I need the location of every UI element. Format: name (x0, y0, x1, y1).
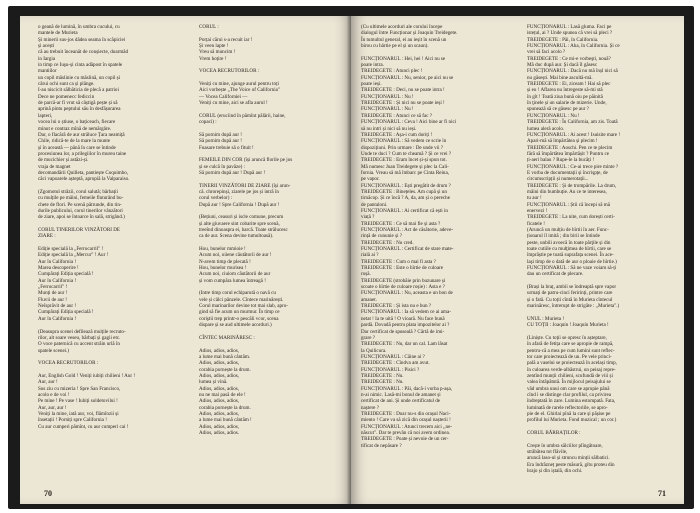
text-line: ca de aur. Scena devine tumultoasă). (199, 233, 274, 240)
text-line: FUNCȚIONARUL : Ce-ai trece pire minte ? (527, 163, 619, 170)
text-line: decomandării Quilleta, pantiește Coquimbo, (38, 169, 129, 176)
text-line: (Cu ultimele acorduri ale corului începe (361, 24, 443, 30)
text-line: rială ai ? (361, 252, 379, 259)
text-line: netat ! Ia te uită ! O vioară. Nu face bună (361, 315, 445, 322)
text-line: Neîsprăvit de aur ! (38, 303, 77, 310)
text-line: Adios, adios, adios, (199, 347, 240, 354)
text-line: CORUL (eruciind în pămînt pălării, haine, (199, 112, 286, 119)
right-page-column-1 (361, 24, 521, 449)
text-line: în ţinele și un salarie de mizerie. Unde, (527, 100, 607, 107)
text-line: CÎNTEC MARINĂRESC : (199, 334, 255, 341)
text-line: chete de flori. Pe scenă pătrunde, din tin- (38, 201, 122, 208)
text-line: cînd i se distinge clar profilul, ca privirea (527, 391, 612, 398)
text-line: copaci) : (199, 119, 217, 126)
text-line: în afară de fetița care se apropie de rampă, (527, 341, 614, 348)
left-page-column-1 (38, 24, 188, 430)
text-line: fără să împărtătea împărtășit ? Puntru ce (527, 150, 610, 157)
text-line: rință de cununie și ? (361, 233, 403, 240)
text-line: TREIDEGETE : Poate și nevoie de un cer- (361, 436, 449, 443)
text-line: Adios, adios, adios, (199, 423, 240, 430)
text-line: Cumpărați Ediția specială ! (38, 309, 94, 316)
text-line: VOCEA RECRUTORILOR : (38, 360, 99, 367)
text-line: nu găsești. Mai bine ascultă-mă. (527, 74, 593, 81)
text-line: lapteri, (38, 112, 53, 119)
text-line: (Aruncă un mulțiu de hîrtii în aer. Func- (527, 227, 609, 233)
text-line: Dece ne pomenecc fediccin (38, 93, 95, 100)
text-line: scoate o hîrtie de culoare roșie) : Asta e ? (361, 284, 445, 291)
text-line: FUNCȚIONARUL : Dacă nu mă înșl nici să (527, 68, 618, 75)
text-line: enervezi ! (527, 207, 548, 214)
text-line: mâini din bumbuție. Au ce te interesea, (527, 188, 607, 195)
text-line: TREIDEGETE : Deci, nu se poate intra ! (361, 87, 445, 94)
text-line: TREIDEGETE : Și de trompările. La drum, (527, 182, 617, 189)
text-line: fornia. Vreau să mă îmbarc pe Cinta Reina, (361, 169, 450, 176)
text-line: TREIDEGETE : Ei, ziceam ! Hai să plec (527, 81, 611, 88)
text-line: TREIDEGETE : Este o hîrtie de culoare (361, 265, 444, 272)
text-line: un copil măslinie cu măslină, un copil și (38, 74, 121, 81)
text-line: a lume mai bună cântăm ! (199, 417, 252, 424)
text-line: și acești (38, 43, 55, 50)
text-line: Dar, o flacără de aur străluce Țara neamiță (38, 131, 125, 138)
text-line: pentru-că a mea pe cum lumini sunt reflec- (527, 347, 615, 354)
text-line: Pe mine ! Pe vase ! Iubiți soldetovilui ! (38, 398, 118, 405)
text-line: durile publicului, corul tinerilor vânzători (38, 207, 123, 214)
text-line: treeînd dinoaspra ei, barcă. Toate strălucesc (199, 227, 288, 233)
text-line: dispare și se aud ultimele acorduri.) (199, 322, 272, 329)
text-line: să nu intri și nici să nu ieși. (361, 125, 417, 132)
text-line: la Quilicura. (361, 347, 387, 354)
text-line: TREIDEGETE : La nite, cum dorești certi- (527, 214, 615, 221)
text-line: FUNCȚIONARUL : Nu, aceasta e un bon de (361, 290, 453, 297)
text-line: Munți de aur ! (38, 290, 68, 297)
text-line: urmați de patru-cinci feririnți, printre care (527, 290, 613, 297)
text-line: vocea lui o știuse, o bațiceach, fiecare (38, 119, 116, 126)
text-line: mantiilor (38, 68, 57, 75)
text-line: Dar certificat de spuseală ? Cârtă de imi- (361, 328, 445, 335)
text-line: Și veen lapte ! (199, 43, 229, 50)
right-page (351, 16, 684, 504)
text-line: Sus ziu cu mizeria ! Spre San Francisco, (38, 385, 121, 392)
text-line: Aur, aur ! (38, 379, 58, 386)
text-line: Unde te duci ? Cum te cheamă ? Și ce vrei ? (361, 150, 452, 157)
text-line: Adios, adios, adios, (199, 360, 240, 367)
text-line: ționarul îl imită ; din birii se întinde (527, 233, 600, 240)
text-line: Marea descoperire ! (38, 265, 79, 272)
text-line: TREIDEGETE : Așa-i cum doriți ! (361, 131, 433, 138)
text-line: Veniți cu mine, aici se afla aurul ! (199, 100, 268, 107)
text-line: TREIDEGETE : Atunci plec ! (361, 68, 423, 75)
text-line: FUNCȚIONARUL : Hei, hei ! Aici nu se (361, 55, 446, 62)
text-line: luminată de rarele reflectoriile, se apro- (527, 404, 608, 411)
text-line: În tumultul general, ei au ieșit în scenă un (361, 36, 447, 43)
text-line: FUNCȚIONARUL : Ești pregătit de drum ? (361, 182, 451, 189)
text-line: Adios, adios, adios, (199, 372, 240, 379)
text-line: aruncă laso-ul și struncu minții sălbatici. (527, 455, 610, 462)
text-line: rilor, alt soare veseu, bărbați și gagii etc. (38, 334, 121, 341)
text-line: certificat de ani. Și unde certificatul de (361, 398, 441, 405)
text-line: istețul, ai ? Unde spunea că vrei să pleci ? (527, 30, 613, 37)
text-line: procesiunea lor, a prilegiilor în mureu taine (38, 150, 127, 157)
text-line: Acum noi, ciuiom căutătorii de aur (199, 271, 271, 278)
text-line: Chile, ridică-te de la mare la munte (38, 138, 110, 145)
text-line: FUNCȚIONARUL : Nu, senior, pe aici nu se (361, 74, 454, 81)
text-line: coriştii trep printr-o pescăli vcor, scena (199, 315, 279, 322)
text-line: îndreptată în zare. Lumina estompată. Fata, (527, 398, 616, 405)
text-line: corabia pornește la drum. (199, 366, 251, 373)
text-line: „Ferrocarril" ! (38, 284, 68, 291)
text-line: aprină pintu peptului său în desfășurarea (38, 106, 121, 113)
text-line: Porțai cărui s-a recuit iar ! (199, 36, 253, 43)
text-line: tu aur ! (527, 195, 542, 202)
text-line: pală a vaselui se proiectează în același timp, (527, 360, 617, 367)
text-line: Vrem hoțire ! (199, 55, 227, 62)
page-number-left: 70 (44, 489, 52, 498)
book-spread (8, 6, 694, 509)
text-line: Ediție specială la „Mercur" ! Aur ! (38, 252, 109, 259)
text-line: lumea aleră acolo. (527, 125, 565, 132)
text-line: TREIDEGETE : Cîndva am avut. (361, 360, 430, 367)
text-line: TREIDEGETE : Atunci ce să fac ? (361, 112, 433, 119)
text-line: Aur în California ! (38, 277, 77, 284)
text-line: amanet. (361, 296, 377, 303)
text-line: Veniți la mine, iată aur, voi, flămînzii și (38, 410, 119, 417)
text-line: Aur în California ! (38, 315, 77, 322)
text-line: dau un certificat de plecare. (527, 271, 584, 278)
text-line: CORUL : (199, 24, 219, 30)
text-line: VOCEA RECRUTORILOR : (199, 68, 260, 75)
text-line: spunează să ce găsesc pe aur ? (527, 106, 589, 113)
text-line: viață ? (361, 214, 375, 221)
text-line: TREIDEGETE (strobăie prin buzunare și (361, 277, 446, 284)
text-line: roșă. (361, 271, 371, 278)
text-line: Apari-mă să împărtătea și plecim ! (527, 138, 598, 145)
text-line: (Bețiuni, ceasuri și iscle comune, precum (199, 214, 284, 221)
text-line: și în această — până în care se întinde (38, 144, 116, 151)
text-line: Adios, adios, adios, (199, 398, 240, 405)
text-line: minut e contraz mînă de nemărgâre. (38, 125, 112, 132)
text-line: vraja de magnet (38, 163, 71, 170)
text-line: profilul lui Murieta. Fond muzical ; un cor.) (527, 417, 617, 424)
text-line: TINERII VINZĂTORI DE ZIARE (își arun- (199, 182, 291, 189)
text-line: Veniți cu mine, ajunge aurul pentru toți (199, 81, 279, 88)
text-line: lumea și vină. (199, 379, 228, 386)
text-line: cu mulțile pe mâini, femeile fluturând bu- (38, 195, 124, 202)
text-line: și vom cumpăra lumea întreagă ! (199, 277, 266, 284)
text-line: poate ieși. (361, 81, 382, 88)
text-line: văd umbra unui om care se apropie până (527, 385, 610, 392)
text-line: Fluvii de aur ! (38, 296, 68, 303)
text-line: (Zgomotul străzii, corul salută; bărbații (38, 188, 118, 195)
text-line: cărui ochi sunt ca și plânge. (38, 81, 95, 88)
text-line: poate intra. (361, 62, 384, 69)
text-line: Și minerii sus-jos dădea seama în scăpiciei (38, 36, 126, 43)
text-line: CU TOȚII : Joaquín ! Joaquín Murieta ! (527, 322, 609, 329)
text-line: dialogul între Funcționar și Joaquín Treidegete. (361, 30, 458, 37)
text-line: acolo e de voi ! (38, 391, 70, 398)
text-line: n-ai nimic. Lasă-mi bonul de amanet și (361, 391, 441, 398)
text-line: spatele scenei.) (38, 347, 70, 354)
text-line: însetații ! Porniți spre California ! (38, 417, 107, 424)
text-line: laşi timp de o dată de aur o ploaie de hîrtie.) (527, 258, 617, 265)
text-line: in timp ce Iuşu-și cinta adăpost în spatele (38, 62, 123, 69)
text-line: în culoarea verde-albăstrui, un peisaj repre- (527, 366, 616, 373)
text-line: FUNCȚIONARUL : Știi că începi să mă (527, 201, 610, 208)
text-line: Aur în California ! (38, 258, 77, 265)
text-line: Adios, adios, adios, (199, 410, 240, 417)
text-line: I-au niscicit sălbăticia de plecă a patrioi (38, 87, 119, 94)
text-line: de pantaloni. (361, 201, 388, 208)
text-line: TREIDEGETE : Nu. (361, 372, 404, 379)
text-line: o geană de lumină, în umbra cucului, cu (38, 24, 120, 30)
text-line: TREIDEGETE : Păi, în California. (527, 36, 599, 43)
text-line: a lume mai bună cântăm. (199, 353, 251, 360)
text-line: Aur, aur, aur ! (38, 404, 67, 411)
text-line: (Liniște. Cu toții se opresc în așteptare, (527, 334, 607, 341)
text-line: TREIDEGETE : Nu cred. (361, 239, 414, 246)
text-line: FUNCȚIONARUL : Ia să vedem ce ai ama- (361, 309, 451, 316)
text-line: zentînd munții chilieni, scufundă de viii și (527, 372, 613, 379)
text-line: toate cutiile cu mulţimea de hîrtii, care se (527, 246, 612, 253)
text-line: TREIDEGETE : Binețeles. Am cupă și un (361, 188, 447, 195)
text-line: TREIDEGETE : Ce să mai fie și asta ? (361, 220, 441, 227)
text-line: TREIDEGETE : În California, am zis. Toată (527, 119, 618, 126)
text-line: TREIDEGETE : Ce mi-e vorbeşti, nouă? (527, 55, 611, 62)
text-line: Hou, bunelor murisea ! (199, 265, 247, 272)
text-line: FUNCȚIONARUL : Ai acest ! Isuisite mare ! (527, 131, 621, 138)
text-line: străbătea tot flăvile, (527, 449, 568, 456)
text-line: FUNCȚIONARUL : Nu ! (361, 106, 414, 113)
text-line: Să pornim după aur ! După aur ! (199, 169, 266, 176)
text-line: FUNCȚIONARUL : Atunci trecem aici ,,ne- (361, 423, 453, 430)
text-line: — Vocea Californiei — (199, 93, 248, 100)
text-line: TREIDEGETE : Aoschi. Pen ce te plecim (527, 144, 613, 151)
text-line: pie de el. Ghirlai pînă la care și pășise pe (527, 410, 611, 417)
text-line: Cumpărați Ediția specială ! (38, 271, 94, 278)
text-line: născut". Dar te prevăn că noi avem ordinea. (361, 430, 451, 436)
text-line: Să pornim după aur ! (199, 138, 243, 145)
text-line: CORUL BĂRBAȚILOR : (527, 430, 581, 436)
text-line: dispozițiuni. Prin urmare : De unde vii ? (361, 144, 444, 151)
text-line: că au trebuit înceanăt de conșiecte, doarmăd (38, 49, 129, 56)
text-line: mantele de Murieta (38, 30, 78, 37)
text-line: FUNCȚIONARUL : Nu ! (527, 112, 580, 119)
text-line: de ziare, apoi se întoarce în sală, strigând.) (38, 214, 125, 221)
text-line: valea întâpătută. În mijlocul peisajului se (527, 379, 611, 386)
text-line: tirnăcop. Și ce încă ? A, da, am și o pereche (361, 195, 450, 202)
text-line: FUNCȚIONARUL : Ai certificat că ești in (361, 207, 448, 214)
text-line: și o fată. Cu toții cîntă în Murieta cîntecul (527, 296, 613, 303)
text-line: grare ? (361, 334, 375, 341)
text-line: naștere ? (361, 404, 379, 411)
text-line: Ediție specială la „Ferrocarril" ! (38, 246, 104, 253)
text-line: FUNCȚIONARUL : Aha, în California. Și ce (527, 43, 620, 50)
text-line: FUNCȚIONARUL : Nu ! (361, 93, 414, 100)
text-line: Mă duc după aur. Și dacă îl găsesc (527, 62, 598, 69)
text-line: FUNCȚIONARUL : Ceva ! Aici bine ar fi nici (361, 119, 457, 126)
text-line: TREIDEGETE : Și ista nu e bun ? (361, 303, 432, 310)
text-line: Hou, bunelor mmioie ! (199, 246, 246, 253)
text-line: FUNCȚIONARUL : Lasă gluma. Faci pe (527, 24, 612, 30)
text-line: hrajo și din iștală, din ochi. (527, 468, 583, 475)
text-line: Să pornim după aur ! (199, 131, 243, 138)
text-line: FUNCȚIONARUL : Câine ai ? (361, 353, 425, 360)
text-line: ți-aeri balau ? Rupe-le la bucăți ! (527, 157, 595, 164)
text-line: TREIDEGETE : Nu. (361, 379, 404, 386)
text-line: vele și câlci pânzele. Cîntece marinărești. (199, 296, 284, 303)
text-line: marinăresc, întrerupt de strigăte : „Murieta".) (527, 303, 620, 310)
text-line: împrăștie pe toată suprafața scenei. În ace- (527, 252, 614, 259)
text-line: (Deasupra scenei defilează mulțile recruto- (38, 328, 126, 335)
text-line: circumscripții și numerotații... (527, 176, 589, 183)
text-line: Acum noi, oiiene câutătorii de aur ! (199, 252, 272, 259)
text-line: FUNCȚIONARUL : Să ne vaze voiam să-ți (527, 265, 617, 272)
text-line: (Brași la braț, ambii se îndreaptă spre vapor (527, 284, 617, 291)
text-line: FUNCȚIONARUL : Să vedem ce scrie în (361, 138, 447, 145)
text-line: TREIDEGETE : Și nici nu se poate ieși ! (361, 100, 445, 107)
text-line: Adios, adios, adios, (199, 385, 240, 392)
text-line: in Iargia (38, 55, 56, 62)
text-line: tificat de nepăsare ? (361, 442, 402, 449)
text-line: Mă numesc Juan Treidegete și plec la Cali- (361, 163, 449, 170)
page-number-right: 71 (658, 489, 666, 498)
text-line: După aur ! Spre California ! După aur ! (199, 201, 280, 208)
text-line: FEMEILE DIN COR (își aruncă florile pe jos (199, 157, 293, 164)
left-page (20, 16, 351, 504)
text-line: UNUL : Murieta ! (527, 315, 565, 322)
text-line: ficatele ! (527, 220, 545, 227)
text-line: tor care proiectează de un. Pe vele princi- (527, 353, 612, 360)
text-line: TREIDEGETE : Cum o mai fi asta ? (361, 258, 436, 265)
text-line: de parcă-ar fi vrut să câștigă pește și să (38, 100, 118, 107)
text-line: FUNCȚIONARUL : Certificat de stare mate- (361, 246, 454, 253)
text-line: Fuasare trebuie să o fituit ! (199, 144, 254, 151)
text-line: corabia pornește la drum. (199, 404, 251, 411)
text-line: și alte giuvaere sint cobarite spre scenă, (199, 220, 280, 227)
text-line: TREIDEGETE : Eram încet și-și spun tot. (361, 157, 447, 164)
text-line: ZIARE : (38, 233, 56, 240)
text-line: CORUL TINERILOR VINZĂTORI DE (38, 227, 121, 233)
text-line: gind să fie acum un murmur. În timp ce (199, 309, 280, 316)
text-line: TREIDEGETE : Doar nu-s din orașul Naci- (361, 410, 451, 417)
text-line: vrei să faci acolo ? (527, 49, 566, 56)
text-line: și se culcă în pavăze) : (199, 163, 245, 170)
text-line: Aur, English Gold ! Veniți iubiți chilieni ! Aur ! (38, 372, 136, 379)
text-line: Crește în umbra sălciilor plîngătoare, (527, 442, 603, 449)
text-line: peste, unbili avoecă în toate părţile și din (527, 239, 611, 246)
text-line: FUNCȚIONARUL : Pisici ? (361, 366, 420, 373)
text-line: Corul marinarilor devine tot mai slab, apro- (199, 303, 288, 310)
text-line: Vreu să muncim ! (199, 49, 236, 56)
text-line: căci vapoarele așteptă, apropiă la Valparaiso. (38, 176, 130, 183)
text-line: (Intre timp corul echiparută o navă cu (199, 290, 276, 297)
right-page-column-2 (527, 24, 679, 474)
text-line: pardă. Dovadă pentru plata impozitelor ai ? (361, 322, 450, 329)
text-line: Era îndrăzneț peste măsură, gîtu proteu din (527, 461, 615, 468)
text-line: Adios, adios, adios. (199, 430, 240, 436)
text-line: corul verbelor) : (199, 195, 233, 202)
text-line: O voce paternică cu accent străin urlă în (38, 341, 120, 348)
text-line: E vorba de documentații și încrișpțe, de (527, 169, 608, 176)
text-line: în gît ! Toată ziua bună oiu pe păinită (527, 93, 603, 100)
text-line: și eu ! Aflarea nu întregeste să-mi stă (527, 87, 603, 94)
text-line: de mucichier și astăzi-și. (38, 157, 89, 164)
text-line: FUNCȚIONARUL : Act de căsătorie, adeve- (361, 227, 454, 233)
text-line: FUNCȚIONARUL : Păi, dacă-i vorba p-așa, (361, 385, 453, 392)
text-line: TREIDEGETE : Nu, dar un cal. Lam lăsat (361, 341, 448, 348)
text-line: N-avem timp de plecată ! (199, 258, 251, 265)
left-page-column-2 (199, 24, 344, 436)
text-line: că. chrorepinși, ziarele pe jos și intră în (199, 188, 279, 195)
text-line: miento ! Care va să zică din orașul nașterii ! (361, 417, 451, 424)
text-line: birou cu hârtie pe el și un scaun). (361, 43, 429, 50)
text-line: pe vapor. (361, 176, 380, 183)
text-line: Cu aur cumperi pămînt, cu aur cumperi cai ! (38, 423, 129, 430)
text-line: nu ne mai pasă de ele ! (199, 391, 246, 398)
text-line: Aici vorbește „The Voice of California" (199, 87, 280, 94)
